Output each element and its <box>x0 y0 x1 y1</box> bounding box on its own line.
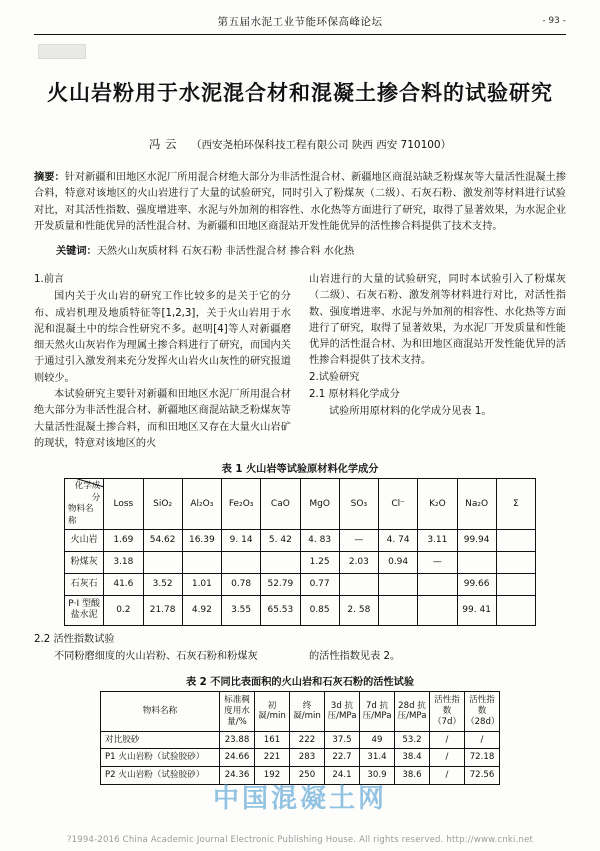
table-1-row-name: 石灰石 <box>65 574 104 596</box>
table-row <box>65 479 536 530</box>
table-2-cell: 37.5 <box>325 731 360 749</box>
watermark: 中国混凝土网 <box>212 784 387 814</box>
author-line <box>34 136 566 152</box>
table-2-cell: 24.36 <box>220 766 255 784</box>
table-1-col-header: Al₂O₃ <box>182 479 221 530</box>
table-2-col-header: 3d 抗压/MPa <box>325 692 360 731</box>
keywords <box>34 244 566 260</box>
table-1-cell: 4.92 <box>182 596 221 626</box>
table-2-col-header: 物料名称 <box>101 692 220 731</box>
table-2-col-header: 28d 抗压/MPa <box>395 692 430 731</box>
section-2-heading: 2.试验研究 <box>309 371 360 383</box>
table-2-cell: 72.18 <box>465 749 500 767</box>
table-1-row-name: P·I 型酸盐水泥 <box>65 596 104 626</box>
table-2-cell: 30.9 <box>360 766 395 784</box>
section-2-2-left <box>34 632 291 666</box>
table-1-cell <box>379 574 418 596</box>
page-header <box>34 0 566 44</box>
right-column <box>309 272 566 452</box>
header-rule <box>34 34 566 35</box>
table-1-cell: 0.85 <box>300 596 339 626</box>
table-2-row-name: P2 火山岩粉（试验胶砂） <box>101 766 220 784</box>
body-columns <box>34 272 566 452</box>
table-1-cell: 54.62 <box>143 530 182 552</box>
table-2-cell: 49 <box>360 731 395 749</box>
table-1-cell: 0.94 <box>379 552 418 574</box>
table-1-cell: 9. 14 <box>222 530 261 552</box>
table-row <box>101 731 500 749</box>
page-number: - 93 - <box>542 16 566 26</box>
page-title: 火山岩粉用于水泥混合材和混凝土掺合料的试验研究 <box>47 81 553 105</box>
table-2-caption: 表 2 不同比表面积的火山岩和石灰石粉的活性试验 <box>185 677 415 689</box>
table-2-cell: / <box>430 731 465 749</box>
table-1-cell: 5. 42 <box>261 530 300 552</box>
table-1-cell: 65.53 <box>261 596 300 626</box>
table-1-cell: — <box>418 552 457 574</box>
table-2-cell: / <box>430 766 465 784</box>
table-2-col-header: 7d 抗压/MPa <box>360 692 395 731</box>
table-2 <box>100 691 500 784</box>
table-2-cell: 24.66 <box>220 749 255 767</box>
table-1-col-header: Fe₂O₃ <box>222 479 261 530</box>
table-1-cell: 2. 58 <box>339 596 378 626</box>
table-1-cell: 3.18 <box>104 552 143 574</box>
table-1-cell: 99.94 <box>457 530 496 552</box>
table-1-corner-top: 化学成分 <box>74 481 101 503</box>
table-1-col-header: Cl⁻ <box>379 479 418 530</box>
section-1-heading: 1.前言 <box>34 273 65 285</box>
table-1-cell: 52.79 <box>261 574 300 596</box>
right-column-paragraph-1: 山岩进行的大量的试验研究，同时本试验引入了粉煤灰（二级）、石灰石粉、激发剂等材料进行对比，对活性指数、强度增进率、水泥与外加剂的相容性、水化热等方面进行了研究，取得了显著效果，为水泥厂开发质量和性能优异的活性混合材、为和田地区商混站开发性能优异的活性掺合料提供了技术支持。 <box>309 273 566 367</box>
keywords-label: 关键词： <box>56 245 97 257</box>
section-2-2-heading: 2.2 活性指数试验 <box>34 633 115 645</box>
table-1-cell: 3.52 <box>143 574 182 596</box>
table-2-cell: 38.6 <box>395 766 430 784</box>
scan-artifact <box>38 44 86 59</box>
table-1-cell: — <box>339 530 378 552</box>
table-2-col-header: 终凝/min <box>290 692 325 731</box>
keywords-text: 天然火山灰质材料 石灰石粉 非活性混合材 掺合料 水化热 <box>96 245 355 257</box>
table-2-cell: 250 <box>290 766 325 784</box>
table-row <box>65 530 536 552</box>
table-row <box>101 749 500 767</box>
table-1-cell: 1.25 <box>300 552 339 574</box>
abstract <box>34 170 566 236</box>
section-2-2-paragraph-right: 的活性指数见表 2。 <box>309 651 401 662</box>
table-1-cell: 99. 41 <box>457 596 496 626</box>
table-1-cell: 4. 83 <box>300 530 339 552</box>
table-1-col-header: SiO₂ <box>143 479 182 530</box>
table-1-cell <box>261 552 300 574</box>
table-1-col-header: CaO <box>261 479 300 530</box>
table-1-cell: 99.66 <box>457 574 496 596</box>
table-1-cell <box>222 552 261 574</box>
table-1-col-header: Na₂O <box>457 479 496 530</box>
table-2-cell: / <box>465 731 500 749</box>
table-1-cell: 0.77 <box>300 574 339 596</box>
section-1-paragraph-1: 国内关于火山岩的研究工作比较多的是关于它的分布、成岩机理及地质特征等[1,2,3]，关于火山岩用于水泥和混凝土中的综合性研究不多。赵明[4]等人对新疆磨细天然火山灰岩作为理属土掺合料进行了研究，而国内关于通过引入激发剂来充分发挥火山岩火山灰性的研究报道则较少。 <box>34 291 291 384</box>
table-1-col-header: SO₃ <box>339 479 378 530</box>
table-2-cell: 23.88 <box>220 731 255 749</box>
table-2-cell: 31.4 <box>360 749 395 767</box>
table-2-cell: 72.56 <box>465 766 500 784</box>
table-1-cell: 16.39 <box>182 530 221 552</box>
table-1-cell: 3.55 <box>222 596 261 626</box>
table-1-cell <box>496 596 535 626</box>
table-1-row-name: 火山岩 <box>65 530 104 552</box>
table-2-row-name: P1 火山岩粉（试验胶砂） <box>101 749 220 767</box>
table-2-cell: 283 <box>290 749 325 767</box>
abstract-label: 摘要： <box>34 171 65 183</box>
table-2-cell: 161 <box>255 731 290 749</box>
table-1-col-header: MgO <box>300 479 339 530</box>
table-1-caption: 表 1 火山岩等试验原材料化学成分 <box>221 464 379 476</box>
table-2-cell: 38.4 <box>395 749 430 767</box>
table-row <box>65 552 536 574</box>
table-1-cell <box>496 574 535 596</box>
table-1-cell <box>339 574 378 596</box>
table-1-corner-bottom: 物料名称 <box>68 504 94 526</box>
table-2-cell: 221 <box>255 749 290 767</box>
table-row <box>65 596 536 626</box>
table-2-cell: 24.1 <box>325 766 360 784</box>
table-1-cell <box>418 574 457 596</box>
table-1-col-header: Σ <box>496 479 535 530</box>
table-2-col-header: 初凝/min <box>255 692 290 731</box>
table-1-cell <box>143 552 182 574</box>
table-1-cell <box>457 552 496 574</box>
left-column <box>34 272 291 452</box>
abstract-text: 针对新疆和田地区水泥厂所用混合材绝大部分为非活性混合材、新疆地区商混站缺乏粉煤灰等大量活性混凝土掺合料，特意对该地区的火山岩进行了大量的试验研究，同时引入了粉煤灰（二级）、石灰石粉、激发剂等材料进行试验对比，对其活性指数、强度增进率、水泥与外加剂的相容性、水化热等方面进行了研究，取得了显著效果，为水泥企业开发质量和性能优异的活性混合材、为新疆和田地区商混站开发性能优异的活性掺合料提供了技术支持。 <box>34 171 567 233</box>
section-2-2-paragraph-left: 不同粉磨细度的火山岩粉、石灰石粉和粉煤灰 <box>54 651 258 662</box>
table-1-cell <box>182 552 221 574</box>
table-1-cell: 2.03 <box>339 552 378 574</box>
section-2-1-heading: 2.1 原材料化学成分 <box>309 389 400 401</box>
copyright-footer: ?1994-2016 China Academic Journal Electronic Publishing House. All rights reserved. http://www.cnki.net <box>66 835 534 845</box>
table-1-cell: 1.69 <box>104 530 143 552</box>
table-1-cell: 4. 74 <box>379 530 418 552</box>
conference-title: 第五届水泥工业节能环保高峰论坛 <box>217 16 383 28</box>
section-2-2-right <box>309 632 566 666</box>
section-2-1-paragraph: 试验所用原材料的化学成分见表 1。 <box>329 406 492 418</box>
table-1-cell: 1.01 <box>182 574 221 596</box>
author-affiliation: （西安尧柏环保科技工程有限公司 陕西 西安 710100） <box>191 138 452 151</box>
table-1-cell <box>496 552 535 574</box>
table-2-col-header: 活性指数（28d） <box>465 692 500 731</box>
table-1-cell <box>379 596 418 626</box>
section-1-paragraph-2: 本试验研究主要针对新疆和田地区水泥厂所用混合材绝大部分为非活性混合材、新疆地区商混站缺乏粉煤灰等大量活性混凝土掺合料，而和田地区又存在大量火山岩矿的现状，特意对该地区的火 <box>34 389 291 449</box>
table-1 <box>64 478 536 625</box>
table-2-cell: / <box>430 749 465 767</box>
table-1-cell: 0.2 <box>104 596 143 626</box>
table-1-cell <box>418 596 457 626</box>
author-name: 冯 云 <box>148 136 178 151</box>
table-1-row-name: 粉煤灰 <box>65 552 104 574</box>
table-1-cell: 21.78 <box>143 596 182 626</box>
table-1-col-header: Loss <box>104 479 143 530</box>
table-1-col-header: K₂O <box>418 479 457 530</box>
table-1-cell: 0.78 <box>222 574 261 596</box>
table-1-cell: 3.11 <box>418 530 457 552</box>
table-1-cell: 41.6 <box>104 574 143 596</box>
section-2-2 <box>34 632 566 666</box>
table-2-cell: 192 <box>255 766 290 784</box>
table-2-col-header: 活性指数（7d） <box>430 692 465 731</box>
table-row <box>65 574 536 596</box>
table-row <box>101 692 500 731</box>
table-2-col-header: 标准稠度用水量/% <box>220 692 255 731</box>
table-2-cell: 53.2 <box>395 731 430 749</box>
table-2-cell: 22.7 <box>325 749 360 767</box>
table-2-row-name: 对比胶砂 <box>101 731 220 749</box>
table-2-cell: 222 <box>290 731 325 749</box>
table-1-cell <box>496 530 535 552</box>
table-1-corner-header <box>65 479 104 530</box>
